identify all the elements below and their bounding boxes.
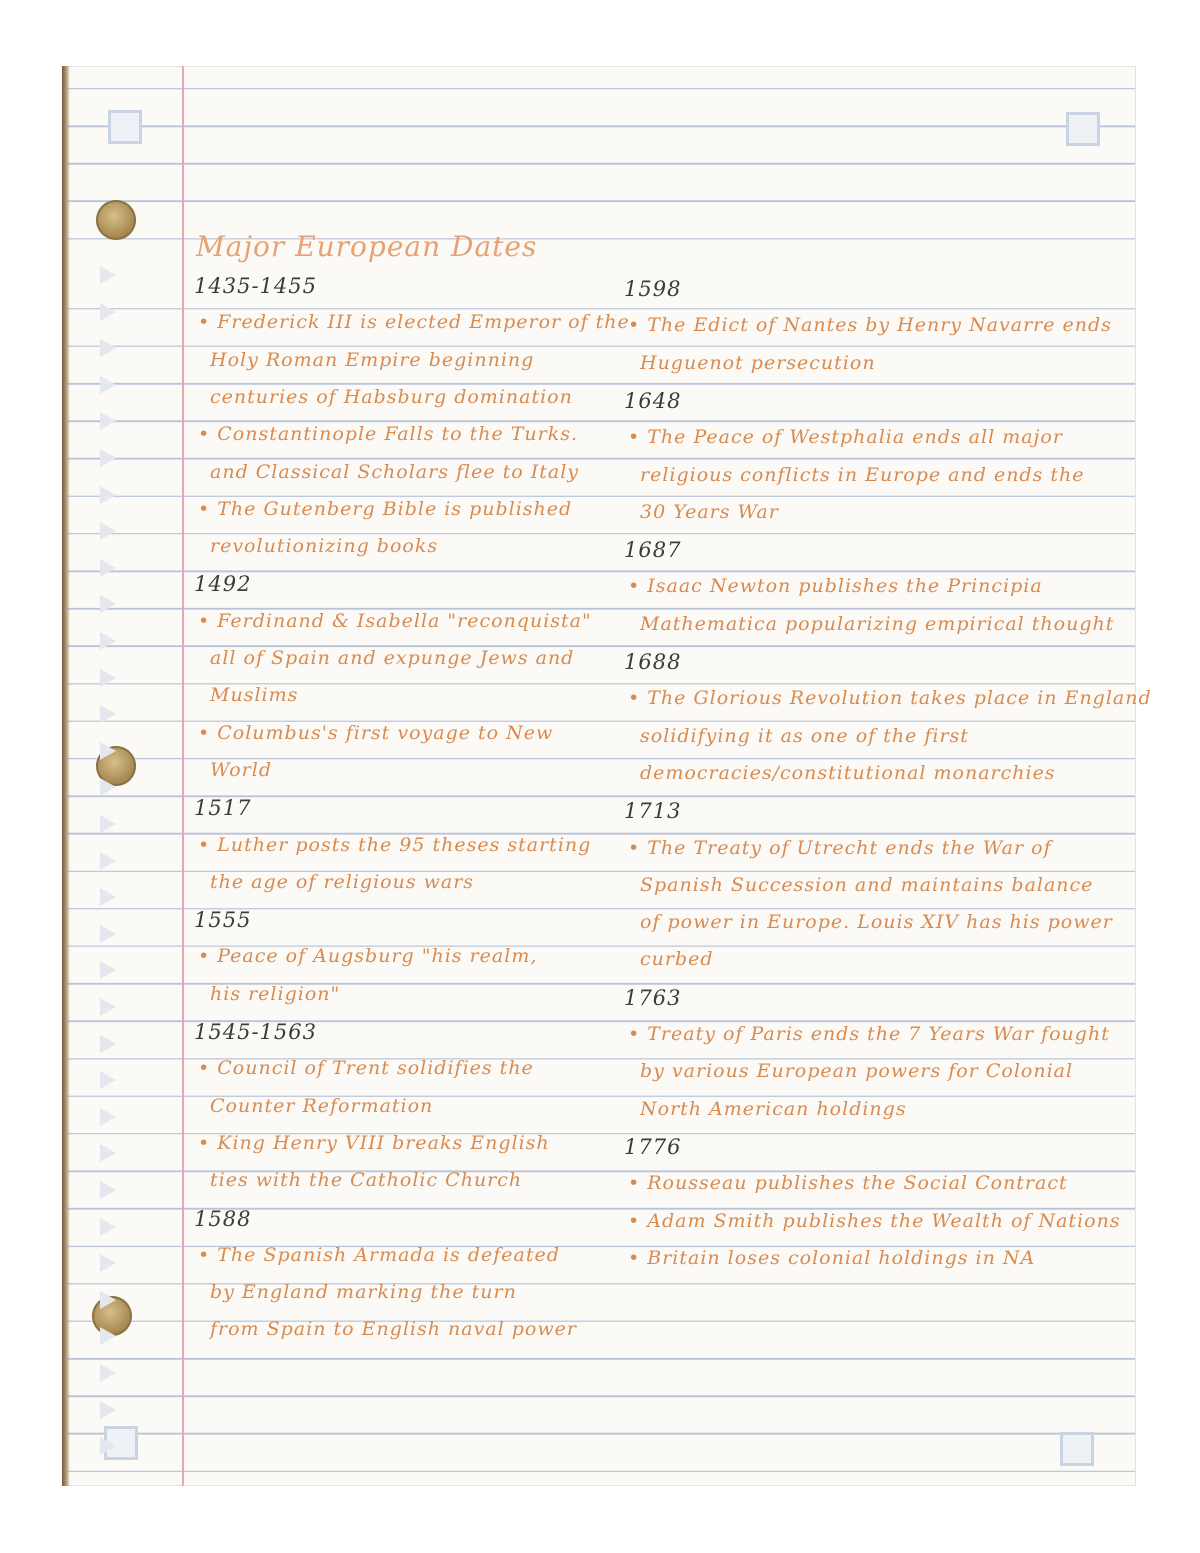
margin-triangle-icon [100,1327,116,1345]
corner-marker-icon [108,110,142,144]
note-line: by England marking the turn [210,1281,517,1304]
note-line: democracies/constitutional monarchies [640,761,1056,784]
margin-triangle-icon [100,595,116,613]
margin-triangle-icon [100,852,116,870]
note-line: solidifying it as one of the first [640,724,969,747]
margin-triangle-icon [100,339,116,357]
note-line: • Treaty of Paris ends the 7 Years War fought [628,1023,1110,1045]
note-line: 30 Years War [640,500,779,523]
note-line: of power in Europe. Louis XIV has his power [640,911,1113,934]
margin-triangle-icon [100,559,116,577]
year-heading: 1492 [194,572,252,597]
note-line: • Luther posts the 95 theses starting [198,833,592,856]
note-line: • Peace of Augsburg "his realm, [198,945,538,968]
note-line: revolutionizing books [210,535,439,558]
margin-triangle-icon [100,925,116,943]
note-line: • King Henry VIII breaks English [198,1131,550,1154]
margin-line [182,66,184,1486]
year-heading: 1517 [194,796,252,821]
margin-triangle-icon [100,742,116,760]
note-line: Spanish Succession and maintains balance [640,873,1094,896]
note-line: • Britain loses colonial holdings in NA [628,1246,1036,1269]
note-line: Muslims [210,684,299,707]
note-line: • Frederick III is elected Emperor of the [198,311,630,334]
margin-triangle-icon [100,522,116,540]
year-heading: 1555 [194,908,252,933]
note-line: • Adam Smith publishes the Wealth of Nations [628,1209,1121,1232]
binder-hole [96,200,136,240]
margin-triangle-icon [100,1071,116,1089]
margin-triangle-icon [100,961,116,979]
margin-triangle-icon [100,303,116,321]
margin-triangle-icon [100,778,116,796]
note-line: • The Gutenberg Bible is published [198,497,573,520]
margin-triangle-icon [100,669,116,687]
note-line: Counter Reformation [210,1094,434,1117]
margin-triangle-icon [100,1364,116,1382]
note-line: from Spain to English naval power [210,1318,577,1341]
margin-triangle-icon [100,266,116,284]
note-line: • Council of Trent solidifies the [198,1057,534,1080]
note-line: North American holdings [640,1097,907,1120]
margin-triangle-icon [100,1218,116,1236]
corner-marker-icon [1060,1432,1094,1466]
note-line: • The Spanish Armada is defeated [198,1243,560,1266]
note-line: centuries of Habsburg domination [210,385,573,408]
note-line: Mathematica popularizing empirical thought [640,612,1115,635]
year-heading: 1648 [624,388,682,413]
margin-triangle-icon [100,486,116,504]
margin-triangle-icon [100,1144,116,1162]
note-line: • Ferdinand & Isabella "reconquista" [198,609,592,632]
margin-triangle-icon [100,376,116,394]
margin-triangle-icon [100,1254,116,1272]
year-heading: 1598 [624,277,682,301]
margin-triangle-icon [100,412,116,430]
note-line: World [210,758,272,781]
note-line: • Rousseau publishes the Social Contract [628,1172,1068,1195]
year-heading: 1435-1455 [194,274,317,298]
note-line: his religion" [210,982,341,1005]
note-line: • Columbus's first voyage to New [198,721,554,744]
margin-triangle-icon [100,1108,116,1126]
year-heading: 1763 [624,985,682,1010]
note-line: by various European powers for Colonial [640,1060,1074,1083]
year-heading: 1776 [624,1134,682,1159]
margin-triangle-icon [100,998,116,1016]
note-line: the age of religious wars [210,870,475,893]
year-heading: 1545-1563 [194,1020,317,1044]
note-line: Huguenot persecution [640,351,876,374]
note-line: ties with the Catholic Church [210,1169,523,1192]
year-heading: 1713 [624,799,682,824]
year-heading: 1687 [624,538,682,563]
year-heading: 1688 [624,650,682,674]
margin-triangle-icon [100,632,116,650]
margin-triangle-icon [100,1401,116,1419]
note-line: • Isaac Newton publishes the Principia [628,575,1043,598]
margin-triangle-icon [100,888,116,906]
margin-triangle-icon [100,1035,116,1053]
note-line: and Classical Scholars flee to Italy [210,460,580,483]
page-title: Major European Dates [196,230,538,263]
margin-triangle-icon [100,1291,116,1309]
note-line: • The Treaty of Utrecht ends the War of [628,836,1052,859]
note-line: Holy Roman Empire beginning [210,348,535,371]
note-line: • The Glorious Revolution takes place in England [628,687,1152,710]
margin-triangle-icon [100,1181,116,1199]
note-line: all of Spain and expunge Jews and [210,647,575,669]
note-line: religious conflicts in Europe and ends the [640,463,1085,486]
margin-triangle-icon [100,1437,116,1455]
note-line: • The Edict of Nantes by Henry Navarre ends [628,314,1112,337]
margin-triangle-icon [100,705,116,723]
note-line: • Constantinople Falls to the Turks. [198,423,579,446]
year-heading: 1588 [194,1206,252,1231]
note-line: • The Peace of Westphalia ends all major [628,426,1063,449]
corner-marker-icon [1066,112,1100,146]
margin-triangle-icon [100,449,116,467]
margin-triangle-icon [100,815,116,833]
note-line: curbed [640,948,714,971]
